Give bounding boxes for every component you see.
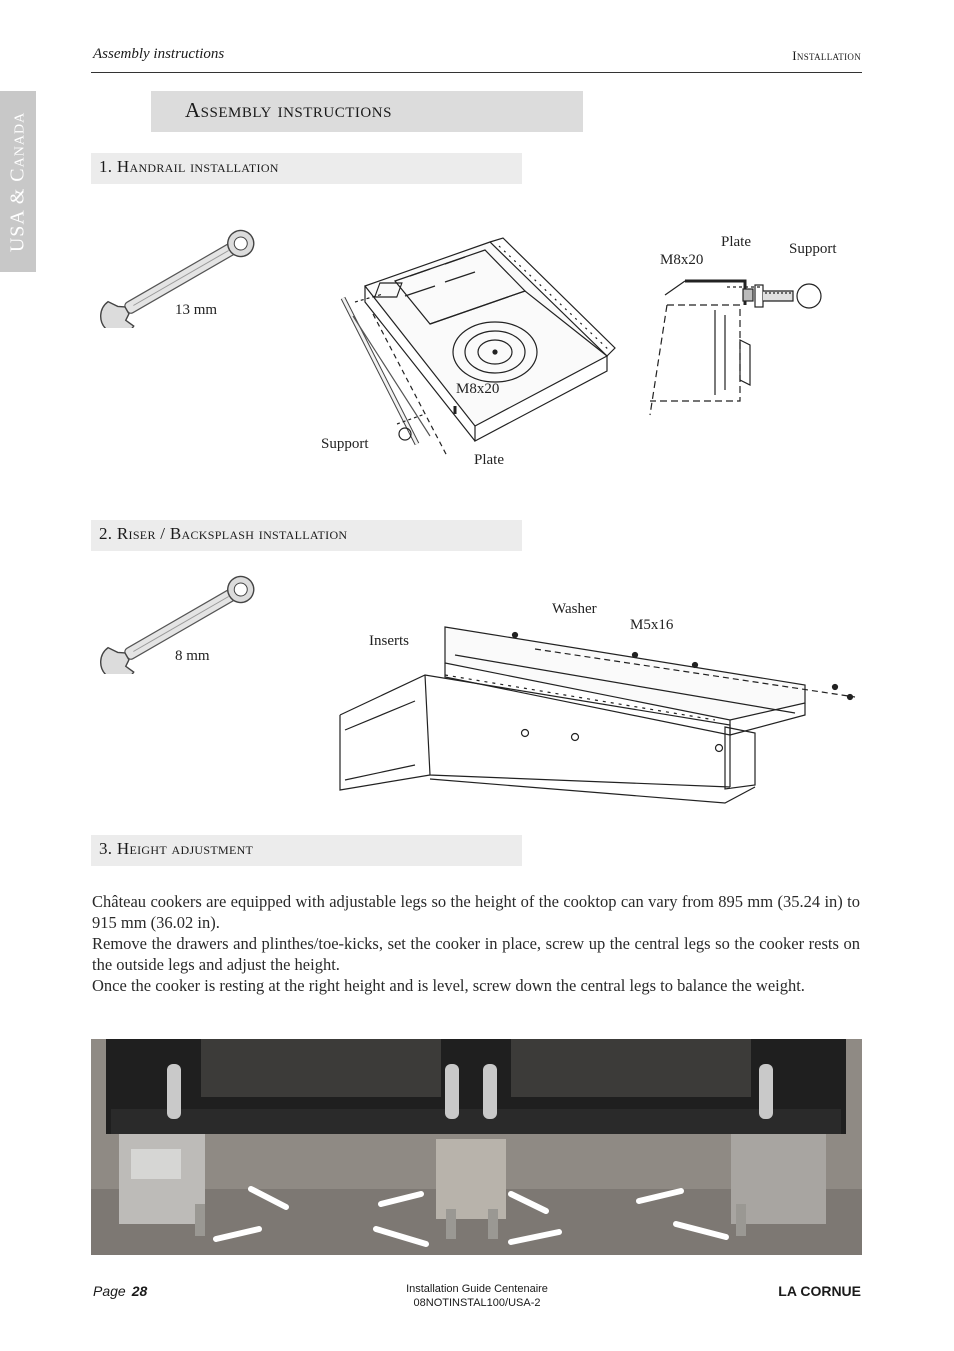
handrail-detail-drawing: [645, 255, 830, 425]
wrench-size-label: 13 mm: [175, 302, 218, 318]
running-header-left: Assembly instructions: [93, 46, 225, 62]
handrail-cooker-drawing: [335, 236, 620, 466]
footer-page: [93, 1283, 147, 1299]
handrail-support-label: Support: [321, 436, 369, 452]
detail-support-label: Support: [789, 241, 837, 257]
cooker-legs-photo: [91, 1039, 862, 1255]
page-number: 28: [131, 1283, 148, 1299]
section-heading-height: [91, 835, 522, 866]
paragraph: Once the cooker is resting at the right height and is level, screw down the central legs to balance the weight.: [92, 976, 805, 995]
wrench-size-label: 8 mm: [175, 648, 210, 664]
footer-guide: [377, 1282, 577, 1310]
page-title: Assembly instructions: [185, 98, 392, 122]
height-adjustment-text: [92, 891, 860, 996]
side-tab: [0, 91, 36, 272]
footer-guide-title: Installation Guide Centenaire: [406, 1283, 548, 1295]
riser-backsplash-drawing: [335, 615, 860, 810]
footer-guide-code: 08NOTINSTAL100/USA-2: [413, 1297, 541, 1309]
footer-brand: LA CORNUE: [778, 1283, 861, 1299]
handrail-screw-label: M8x20: [456, 381, 500, 397]
riser-washer-label: Washer: [552, 601, 597, 617]
section-heading-riser: [91, 520, 522, 551]
paragraph: Remove the drawers and plinthes/toe-kicks, set the cooker in place, screw up the central legs so the cooker rests on the outside legs and adjust the height.: [92, 934, 860, 974]
riser-inserts-label: Inserts: [369, 633, 409, 649]
footer-page-label: Page: [93, 1283, 126, 1299]
section-heading-label: 1. Handrail installation: [99, 157, 279, 176]
section-heading-label: 3. Height adjustment: [99, 839, 254, 858]
handrail-plate-label: Plate: [474, 452, 504, 468]
detail-screw-label: M8x20: [660, 252, 704, 268]
header-rule: [91, 72, 862, 73]
section-heading-label: 2. Riser / Backsplash installation: [99, 524, 348, 543]
paragraph: Château cookers are equipped with adjustable legs so the height of the cooktop can vary from 895 mm (35.24 in) to 915 mm (36.02 in).: [92, 892, 860, 932]
page-title-bar: [151, 91, 583, 132]
detail-plate-label: Plate: [721, 234, 751, 250]
riser-screw-label: M5x16: [630, 617, 674, 633]
running-header-right: Installation: [792, 48, 861, 63]
side-tab-label: USA & Canada: [6, 111, 29, 252]
section-heading-handrail: [91, 153, 522, 184]
